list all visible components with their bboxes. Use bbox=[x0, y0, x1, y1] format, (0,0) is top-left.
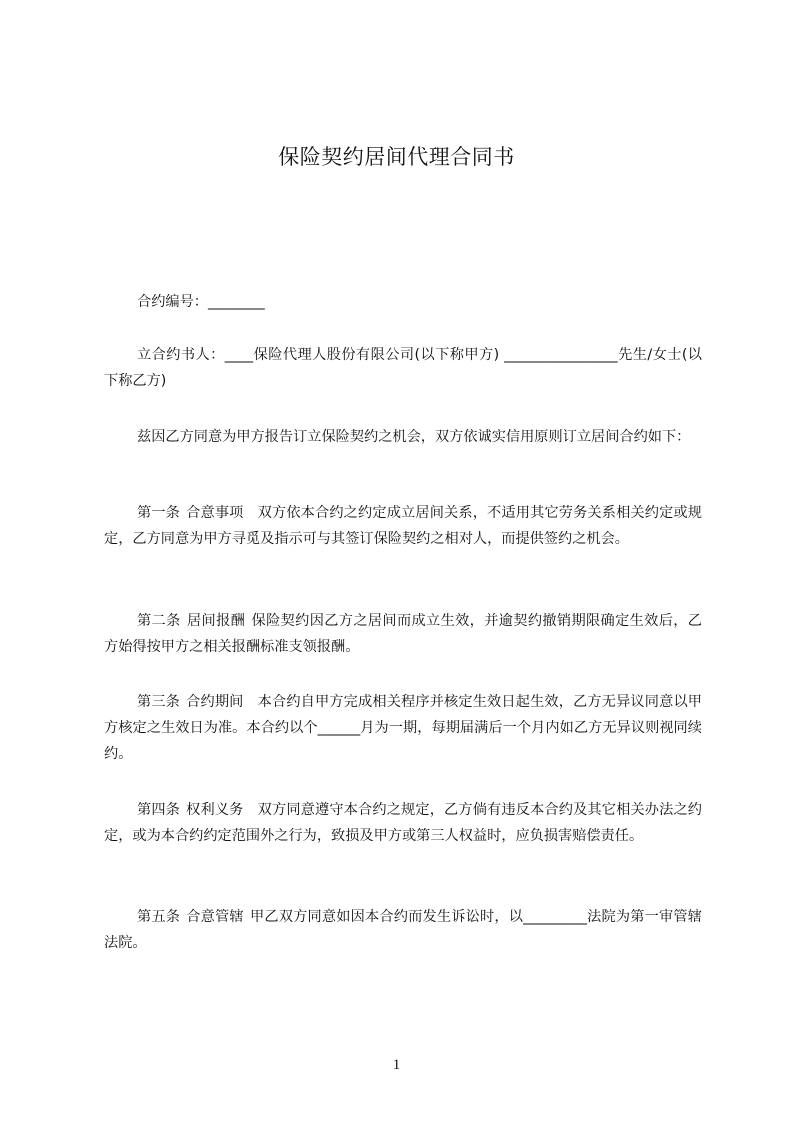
page-number: 1 bbox=[392, 1057, 401, 1073]
article-2 bbox=[104, 608, 702, 660]
article-1-name: 合意事项 bbox=[186, 505, 244, 521]
article-4-name: 权利义务 bbox=[186, 802, 244, 818]
article-5-body: 甲乙双方同意如因本合约而发生诉讼时，以_________法院为第一审管辖法院。 bbox=[104, 909, 702, 951]
article-4 bbox=[104, 797, 702, 849]
article-5 bbox=[104, 904, 702, 956]
article-3-name: 合约期间 bbox=[186, 694, 244, 710]
article-2-body: 保险契约因乙方之居间而成立生效，并逾契约撤销期限确定生效后，乙方始得按甲方之相关报酬标准支领报酬。 bbox=[104, 613, 702, 655]
intro-paragraph: 兹因乙方同意为甲方报告订立保险契约之机会，双方依诚实信用原则订立居间合约如下： bbox=[137, 429, 691, 445]
article-4-body: 双方同意遵守本合约之规定，乙方倘有违反本合约及其它相关办法之约定，或为本合约约定范围外之行为，致损及甲方或第三人权益时，应负损害赔偿责任。 bbox=[104, 802, 702, 844]
article-1-heading: 第一条 bbox=[137, 505, 181, 521]
parties-line: 立合约书人：____保险代理人股份有限公司(以下称甲方) ________________先生/女士(以下称乙方) bbox=[104, 347, 702, 389]
article-4-heading: 第四条 bbox=[137, 802, 181, 818]
article-5-heading: 第五条 bbox=[137, 909, 181, 925]
article-5-name: 合意管辖 bbox=[186, 909, 244, 925]
article-1-body: 双方依本合约之约定成立居间关系，不适用其它劳务关系相关约定或规定，乙方同意为甲方寻觅及指示可与其签订保险契约之相对人，而提供签约之机会。 bbox=[104, 505, 702, 547]
article-3 bbox=[104, 689, 702, 767]
contract-number-line: 合约编号：________ bbox=[137, 294, 265, 310]
document-title: 保险契约居间代理合同书 bbox=[278, 145, 515, 169]
article-1 bbox=[104, 500, 702, 552]
article-2-name: 居间报酬 bbox=[186, 613, 246, 629]
article-3-body: 本合约自甲方完成相关程序并核定生效日起生效，乙方无异议同意以甲方核定之生效日为准。本合约以个______月为一期，每期届满后一个月内如乙方无异议则视同续约。 bbox=[104, 694, 702, 762]
article-2-heading: 第二条 bbox=[137, 613, 181, 629]
article-3-heading: 第三条 bbox=[137, 694, 181, 710]
